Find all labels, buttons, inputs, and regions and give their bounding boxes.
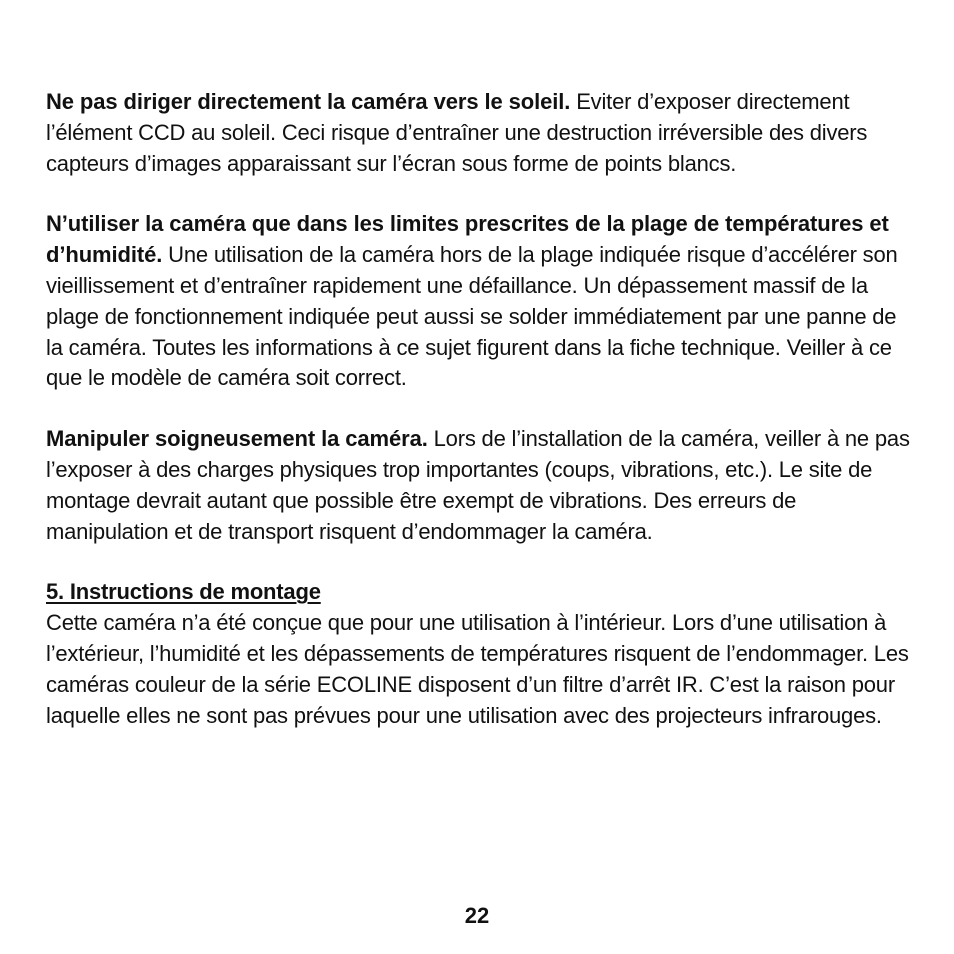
paragraph-lead: N’utiliser la caméra que dans les limites prescrites de la plage de températures et d’humidité. bbox=[46, 211, 889, 268]
section-body: Cette caméra n’a été conçue que pour une utilisation à l’intérieur. Lors d’une utilisation à l’extérieur, l’humidité et les dépassements de températures risquent de l’endommager. Les caméras couleur de la série ECOLINE disposent d’un filtre d’arrêt IR. C’est la raison pour laquelle elles ne sont pas prévues pour une utilisation avec des projecteurs infrarouges. bbox=[46, 610, 909, 728]
paragraph-text: Lors de l’installation de la caméra, veiller à ne pas l’exposer à des charges physiques trop importantes (coups, vibrations, etc.). Le site de montage devrait autant que possible être exempt de vibrations. Des erreurs de manipulation et de transport risquent d’endommager la caméra. bbox=[46, 426, 910, 544]
paragraph-text: Eviter d’exposer directement l’élément CCD au soleil. Ceci risque d’entraîner une destruction irréversible des divers capteurs d’images apparaissant sur l’écran sous forme de points blancs. bbox=[46, 89, 868, 176]
paragraph-sun-warning bbox=[46, 87, 916, 179]
paragraph-handling bbox=[46, 424, 916, 547]
paragraph-temperature-humidity bbox=[46, 209, 916, 394]
manual-page-content bbox=[46, 87, 916, 731]
page-number: 22 bbox=[464, 903, 490, 928]
paragraph-text: Une utilisation de la caméra hors de la plage indiquée risque d’accélérer son vieillissement et d’entraîner rapidement une défaillance. Un dépassement massif de la plage de fonctionnement indiquée peut aussi se solder immédiatement par une panne de la caméra. Toutes les informations à ce sujet figurent dans la fiche technique. Veiller à ce que le modèle de caméra soit correct. bbox=[46, 242, 898, 391]
section-heading: 5. Instructions de montage bbox=[46, 579, 321, 605]
paragraph-lead: Manipuler soigneusement la caméra. bbox=[46, 426, 428, 452]
paragraph-lead: Ne pas diriger directement la caméra vers le soleil. bbox=[46, 89, 571, 114]
